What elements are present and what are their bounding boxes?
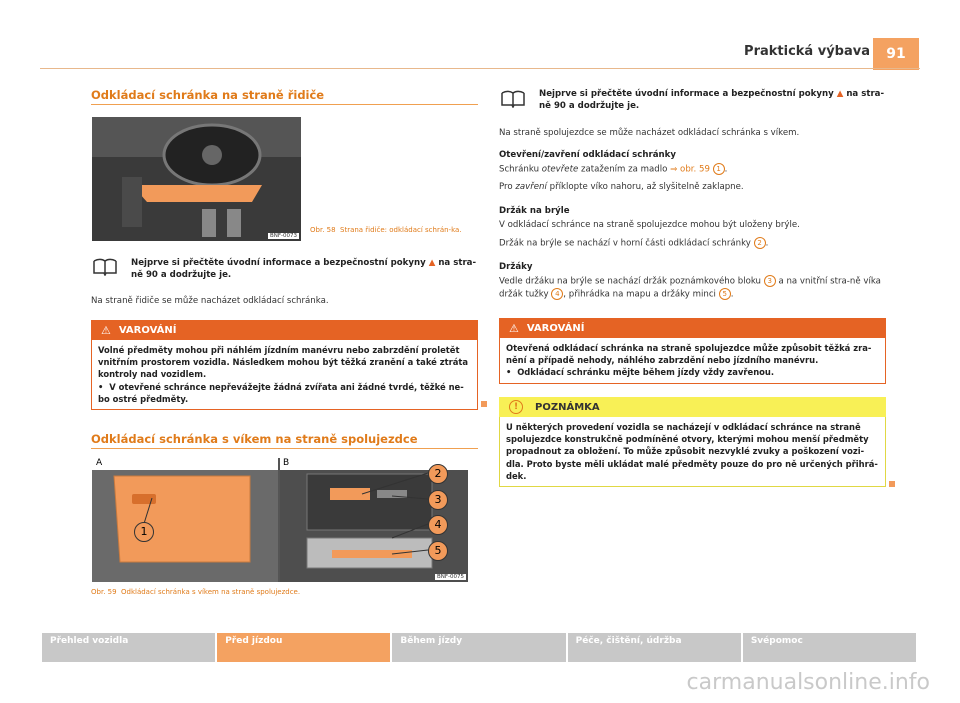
section-rule xyxy=(91,104,478,105)
warning-text: Otevřená odkládací schránka na straně spolujezdce může způsobit těžká zra-nění a případě nehody, náhlého zabrzdění nebo jízdního manévru. xyxy=(506,343,872,366)
warning-triangle-icon: ⚠ xyxy=(101,323,111,337)
callout-2: 2 xyxy=(428,464,448,484)
open-instruction: Schránku otevřete zatažením za madlo ⇒ obr. 59 1 . xyxy=(499,164,728,175)
figure-59-code: BNF-0075 xyxy=(436,574,464,580)
figure-58-code: BNF-0073 xyxy=(269,233,297,239)
figure-59-illustration xyxy=(92,458,468,582)
callout-4: 4 xyxy=(428,515,448,535)
chapter-navigation xyxy=(42,633,918,662)
section-rule xyxy=(91,448,478,449)
figure-59-label-a: A xyxy=(96,458,103,468)
warning-text: Volné předměty mohou při náhlém jízdním manévru nebo zabrzdění proletět vnitřním prostorem vozidla. Následkem mohou být těžká zranění a také ztráta kontroly nad vozidlem. xyxy=(98,345,469,380)
glasses-text-2: Držák na brýle se nachází v horní části odkládací schránky 2 . xyxy=(499,238,769,249)
callout-ref-5: 5 xyxy=(719,288,731,300)
tab-prehled-vozidla[interactable]: Přehled vozidla xyxy=(42,633,217,662)
figure-58-illustration xyxy=(92,117,301,241)
heading-glasses-holder: Držák na brýle xyxy=(499,206,570,216)
warning-triangle-icon: ▲ xyxy=(428,258,436,268)
heading-holders: Držáky xyxy=(499,262,533,272)
callout-ref-1: 1 xyxy=(713,163,725,175)
figure-58-caption-label: Obr. 58 xyxy=(310,226,336,234)
read-first-book-icon xyxy=(92,258,118,280)
callout-ref-2: 2 xyxy=(754,237,766,249)
callout-3: 3 xyxy=(428,490,448,510)
note-title: POZNÁMKA xyxy=(535,401,600,413)
driver-box-description: Na straně řidiče se může nacházet odkládací schránka. xyxy=(91,296,329,306)
section-title-driver-box: Odkládací schránka na straně řidiče xyxy=(91,88,325,102)
figure-58-caption xyxy=(310,226,478,236)
figure-59-caption: Obr. 59 Odkládací schránka s víkem na straně spolujezdce. xyxy=(91,588,301,596)
warning-triangle-icon: ⚠ xyxy=(509,321,519,335)
section-title-passenger-box: Odkládací schránka s víkem na straně spolujezdce xyxy=(91,432,418,446)
info-circle-icon: ! xyxy=(509,400,523,414)
section-end-marker xyxy=(481,401,487,407)
note-text: U některých provedení vozidla se nacházejí v odkládací schránce na straně spolujezdce konstrukčně podmíněné otvory, kterými mohou menší předměty propadnout za obložení. To může způsobit nezvyklé zvuky a poškození vozi-dla. Proto byste měli ukládat malé předměty pouze do pro ně určených přihrá-dek. xyxy=(506,422,878,481)
page-number: 91 xyxy=(873,38,919,70)
callout-5: 5 xyxy=(428,541,448,561)
warning-title: VAROVÁNÍ xyxy=(118,324,177,336)
tab-pece-cisteni-udrzba[interactable]: Péče, čištění, údržba xyxy=(568,633,743,662)
tab-pred-jizdou[interactable]: Před jízdou xyxy=(217,633,392,662)
close-instruction: Pro zavření příklopte víko nahoru, až slyšitelně zaklapne. xyxy=(499,182,744,192)
warning-box-right xyxy=(499,318,886,384)
holders-text: Vedle držáku na brýle se nachází držák poznámkového bloku 3 a na vnitřní stra-ně víka držák tužky 4 , přihrádka na mapu a držáky minci 5 . xyxy=(499,276,881,300)
passenger-box-description: Na straně spolujezdce se může nacházet odkládací schránka s víkem. xyxy=(499,128,800,138)
heading-open-close: Otevření/zavření odkládací schránky xyxy=(499,150,676,160)
warning-bullet: • V otevřené schránce nepřevážejte žádná zvířata ani žádné tvrdé, těžké ne-bo ostré předměty. xyxy=(98,381,464,404)
warning-bullet: • Odkládací schránku mějte během jízdy vždy zavřenou. xyxy=(506,367,775,378)
figure-59-photo xyxy=(92,458,468,582)
callout-1: 1 xyxy=(134,522,154,542)
glasses-text-1: V odkládací schránce na straně spolujezdce mohou být uloženy brýle. xyxy=(499,220,800,230)
read-first-book-icon xyxy=(500,90,526,112)
watermark: carmanualsonline.info xyxy=(686,670,930,695)
section-end-marker xyxy=(889,481,895,487)
figure-58-photo xyxy=(92,117,301,241)
tab-svepomoc[interactable]: Svépomoc xyxy=(743,633,918,662)
tab-behem-jizdy[interactable]: Během jízdy xyxy=(392,633,567,662)
figure-reference-link[interactable]: ⇒ obr. 59 xyxy=(670,164,710,175)
page-header-title: Praktická výbava xyxy=(744,44,870,59)
warning-title: VAROVÁNÍ xyxy=(526,322,585,334)
read-first-notice: Nejprve si přečtěte úvodní informace a bezpečnostní pokyny ▲ na stra-ně 90 a dodržujte je. xyxy=(539,89,885,112)
warning-triangle-icon: ▲ xyxy=(836,89,844,99)
figure-58-caption-text: Strana řidiče: odkládací schrán-ka. xyxy=(340,226,462,234)
note-box xyxy=(499,397,886,487)
callout-ref-4: 4 xyxy=(551,288,563,300)
callout-ref-3: 3 xyxy=(764,275,776,287)
warning-box-left xyxy=(91,320,478,410)
figure-59-label-b: B xyxy=(283,458,290,468)
read-first-notice: Nejprve si přečtěte úvodní informace a bezpečnostní pokyny ▲ na stra-ně 90 a dodržujte je. xyxy=(131,258,477,281)
header-divider xyxy=(40,68,920,69)
